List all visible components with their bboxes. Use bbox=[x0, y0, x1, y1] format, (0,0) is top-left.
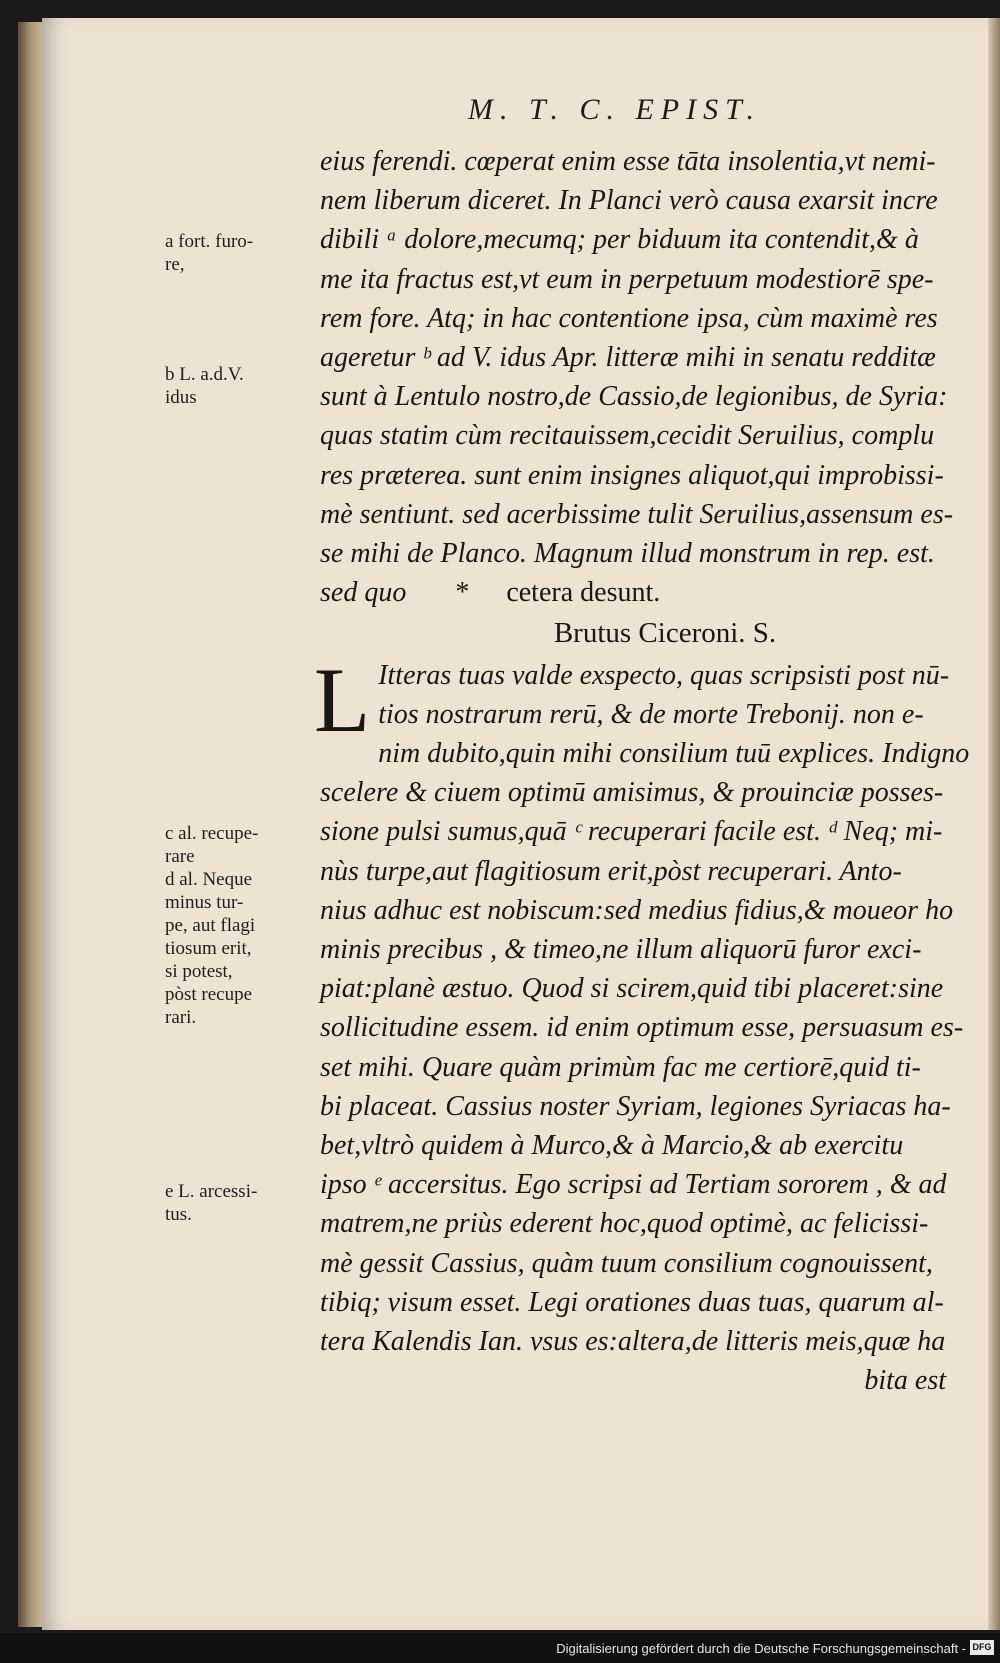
footer-credit: Digitalisierung gefördert durch die Deutsche Forschungsgemeinschaft - bbox=[556, 1641, 966, 1656]
running-head: M. T. C. EPIST. bbox=[468, 93, 762, 126]
text-line: nim dubito,quin mihi consilium tuū explices. Indigno bbox=[378, 738, 970, 770]
text-line: minis precibus , & timeo,ne illum aliquorū furor exci- bbox=[320, 934, 922, 966]
text-line: tios nostrarum rerū, & de morte Trebonij. non e- bbox=[378, 698, 924, 730]
text-line: eius ferendi. cœperat enim esse tāta insolentia,vt nemi- bbox=[320, 146, 936, 177]
note-line: a fort. furo- bbox=[165, 231, 254, 252]
text-line: sunt à Lentulo nostro,de Cassio,de legionibus, de Syria: bbox=[320, 381, 948, 413]
text-line: scelere & ciuem optimū amisimus, & prouinciæ posses- bbox=[320, 777, 944, 809]
text-line: Itteras tuas valde exspecto, quas scripsisti post nū- bbox=[378, 659, 950, 691]
text-line: sollicitudine essem. id enim optimum esse, persuasum es- bbox=[320, 1012, 964, 1044]
margin-note-b bbox=[165, 363, 305, 409]
note-line: rare bbox=[165, 846, 195, 867]
text-line: ipso ᵉ accersitus. Ego scripsi ad Tertiam sororem , & ad bbox=[320, 1169, 947, 1201]
desunt-text: cetera desunt. bbox=[506, 577, 661, 609]
text-line: nius adhuc est nobiscum:sed medius fidius,& moueor ho bbox=[320, 894, 954, 926]
main-text bbox=[314, 142, 970, 1401]
text-line: dibili ᵃ dolore,mecumq; per biduum ita contendit,& à bbox=[320, 224, 919, 256]
desunt-line bbox=[320, 573, 970, 612]
margin-note-cd bbox=[165, 822, 305, 1029]
text-line: bi placeat. Cassius noster Syriam, legiones Syriacas ha- bbox=[320, 1090, 951, 1122]
note-line: minus tur- bbox=[165, 892, 244, 913]
note-line: idus bbox=[165, 387, 197, 408]
star-glyph: * bbox=[455, 577, 470, 609]
footer-bar bbox=[0, 1633, 1000, 1663]
page-gutter bbox=[988, 18, 1000, 1630]
note-line: pe, aut flagi bbox=[165, 915, 256, 936]
letter-title: Brutus Ciceroni. S. bbox=[553, 617, 777, 650]
margin-note-a bbox=[165, 230, 305, 276]
text-line: nùs turpe,aut flagitiosum erit,pòst recuperari. Anto- bbox=[320, 855, 902, 887]
note-line: b L. a.d.V. bbox=[165, 364, 244, 385]
note-line: rari. bbox=[165, 1007, 197, 1028]
text-line: quas statim cùm recitauissem,cecidit Seruilius, complu bbox=[320, 420, 935, 452]
text-line: matrem,ne priùs ederent hoc,quod optimè, ac felicissi- bbox=[320, 1208, 929, 1240]
margin-note-e bbox=[165, 1180, 305, 1226]
text-line: mè gessit Cassius, quàm tuum consilium cognouissent, bbox=[320, 1247, 933, 1279]
note-line: re, bbox=[165, 254, 185, 275]
text-line: bet,vltrò quidem à Murco,& à Marcio,& ab exercitu bbox=[320, 1130, 904, 1162]
note-line: e L. arcessi- bbox=[165, 1181, 258, 1202]
desunt-lead: sed quo bbox=[320, 577, 407, 609]
text-line: piat:planè æstuo. Quod si scirem,quid tibi placeret:sine bbox=[320, 973, 944, 1005]
note-line: d al. Neque bbox=[165, 869, 253, 890]
note-line: tiosum erit, bbox=[165, 938, 252, 959]
text-line: me ita fractus est,vt eum in perpetuum modestiorē spe- bbox=[320, 263, 934, 295]
text-line: rem fore. Atq; in hac contentione ipsa, cùm maximè res bbox=[320, 302, 938, 334]
note-line: si potest, bbox=[165, 961, 233, 982]
dfg-logo: DFG bbox=[970, 1640, 994, 1655]
drop-cap: L bbox=[314, 648, 371, 751]
text-line: set mihi. Quare quàm primùm fac me certiorē,quid ti- bbox=[320, 1051, 921, 1083]
text-line: tibiq; visum esset. Legi orationes duas tuas, quarum al- bbox=[320, 1286, 944, 1318]
text-line: res præterea. sunt enim insignes aliquot,qui improbissi- bbox=[320, 459, 944, 491]
text-line: mè sentiunt. sed acerbissime tulit Seruilius,assensum es- bbox=[320, 498, 954, 530]
note-line: c al. recupe- bbox=[165, 823, 259, 844]
note-line: tus. bbox=[165, 1204, 192, 1225]
text-line: nem liberum diceret. In Planci verò causa exarsit incre bbox=[320, 185, 938, 217]
text-line: se mihi de Planco. Magnum illud monstrum in rep. est. bbox=[320, 538, 935, 570]
text-line: tera Kalendis Ian. vsus es:altera,de litteris meis,quæ ha bbox=[320, 1326, 946, 1358]
catchword: bita est bbox=[864, 1365, 946, 1397]
text-line: sione pulsi sumus,quā ᶜ recuperari facile est. ᵈ Neq; mi- bbox=[320, 816, 943, 848]
text-line: ageretur ᵇ ad V. idus Apr. litteræ mihi in senatu redditæ bbox=[320, 342, 936, 374]
note-line: pòst recupe bbox=[165, 984, 253, 1005]
